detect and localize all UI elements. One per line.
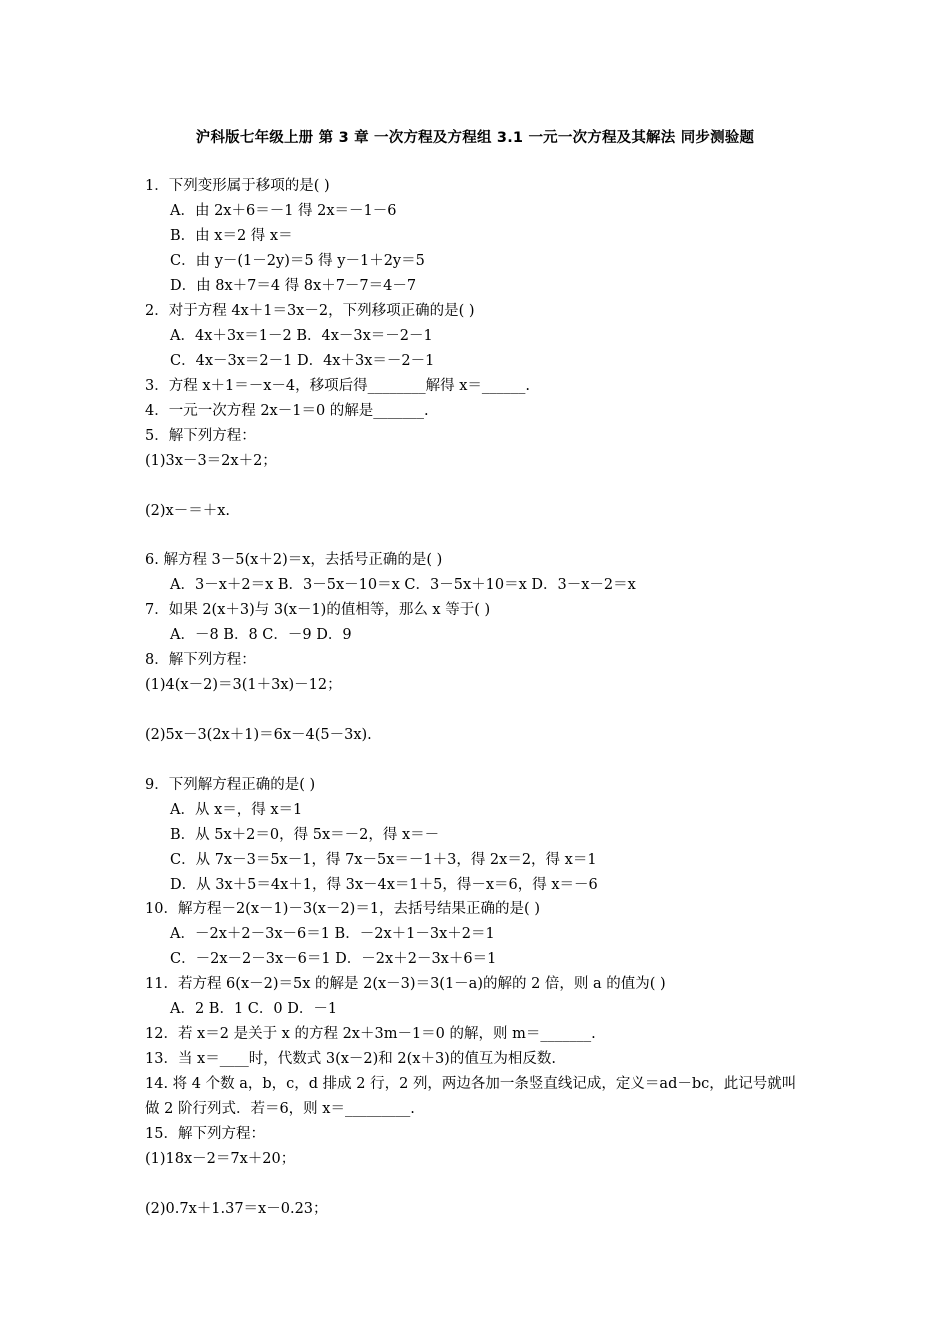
page-title: 沪科版七年级上册 第 3 章 一次方程及方程组 3.1 一元一次方程及其解法 同步测验题 (195, 130, 755, 146)
question-14: 14. 将 4 个数 a，b，c，d 排成 2 行，2 列，两边各加一条竖直线记成，定义＝ad－bc，此记号就叫 (145, 1076, 797, 1092)
option-9a: A．从 x＝，得 x＝1 (170, 802, 303, 818)
question-5-part-2: (2)x－＝＋x. (145, 503, 231, 519)
question-9: 9．下列解方程正确的是( ) (145, 777, 316, 793)
question-8-part-2: (2)5x－3(2x＋1)＝6x－4(5－3x). (145, 727, 372, 743)
option-1a: A．由 2x＋6＝－1 得 2x＝－1－6 (170, 203, 397, 219)
option-9b: B．从 5x＋2＝0，得 5x＝－2，得 x＝－ (170, 827, 440, 843)
question-7: 7．如果 2(x＋3)与 3(x－1)的值相等，那么 x 等于( ) (145, 602, 491, 618)
options-2ab: A．4x＋3x＝1－2 B．4x－3x＝－2－1 (170, 328, 433, 344)
question-5-part-1: (1)3x－3＝2x＋2； (145, 453, 277, 469)
question-1: 1．下列变形属于移项的是( ) (145, 178, 330, 194)
question-5: 5．解下列方程： (145, 428, 256, 444)
question-15: 15．解下列方程： (145, 1126, 265, 1142)
question-4: 4．一元一次方程 2x－1＝0 的解是_______. (145, 403, 429, 419)
question-2: 2．对于方程 4x＋1＝3x－2，下列移项正确的是( ) (145, 303, 475, 319)
question-11: 11．若方程 6(x－2)＝5x 的解是 2(x－3)＝3(1－a)的解的 2 倍，则 a 的值为( ) (145, 976, 666, 992)
question-12: 12．若 x＝2 是关于 x 的方程 2x＋3m－1＝0 的解，则 m＝_______. (145, 1026, 596, 1042)
options-6: A．3－x＋2＝x B．3－5x－10＝x C．3－5x＋10＝x D．3－x－2＝x (170, 577, 636, 593)
question-3: 3．方程 x＋1＝－x－4，移项后得________解得 x＝______. (145, 378, 531, 394)
option-9d: D．从 3x＋5＝4x＋1，得 3x－4x＝1＋5，得－x＝6，得 x＝－6 (170, 877, 598, 893)
option-1c: C．由 y－(1－2y)＝5 得 y－1＋2y＝5 (170, 253, 425, 269)
question-8-part-1: (1)4(x－2)＝3(1＋3x)－12； (145, 677, 342, 693)
question-13: 13．当 x＝____时，代数式 3(x－2)和 2(x＋3)的值互为相反数. (145, 1051, 556, 1067)
question-15-part-1: (1)18x－2＝7x＋20； (145, 1151, 296, 1167)
question-15-part-2: (2)0.7x＋1.37＝x－0.23； (145, 1201, 328, 1217)
question-6: 6. 解方程 3－5(x＋2)＝x，去括号正确的是( ) (145, 552, 443, 568)
options-10cd: C．－2x－2－3x－6＝1 D．－2x＋2－3x＋6＝1 (170, 951, 497, 967)
options-11: A．2 B．1 C．0 D．－1 (170, 1001, 338, 1017)
option-9c: C．从 7x－3＝5x－1，得 7x－5x＝－1＋3，得 2x＝2，得 x＝1 (170, 852, 597, 868)
options-2cd: C．4x－3x＝2－1 D．4x＋3x＝－2－1 (170, 353, 435, 369)
question-8: 8．解下列方程： (145, 652, 256, 668)
options-10ab: A．－2x＋2－3x－6＝1 B．－2x＋1－3x＋2＝1 (170, 926, 495, 942)
question-10: 10．解方程－2(x－1)－3(x－2)＝1，去括号结果正确的是( ) (145, 901, 540, 917)
options-7: A．－8 B．8 C．－9 D．9 (170, 627, 352, 643)
option-1d: D．由 8x＋7＝4 得 8x＋7－7＝4－7 (170, 278, 417, 294)
question-14-cont: 做 2 阶行列式．若＝6，则 x＝_________. (145, 1101, 415, 1117)
option-1b: B．由 x＝2 得 x＝ (170, 228, 293, 244)
